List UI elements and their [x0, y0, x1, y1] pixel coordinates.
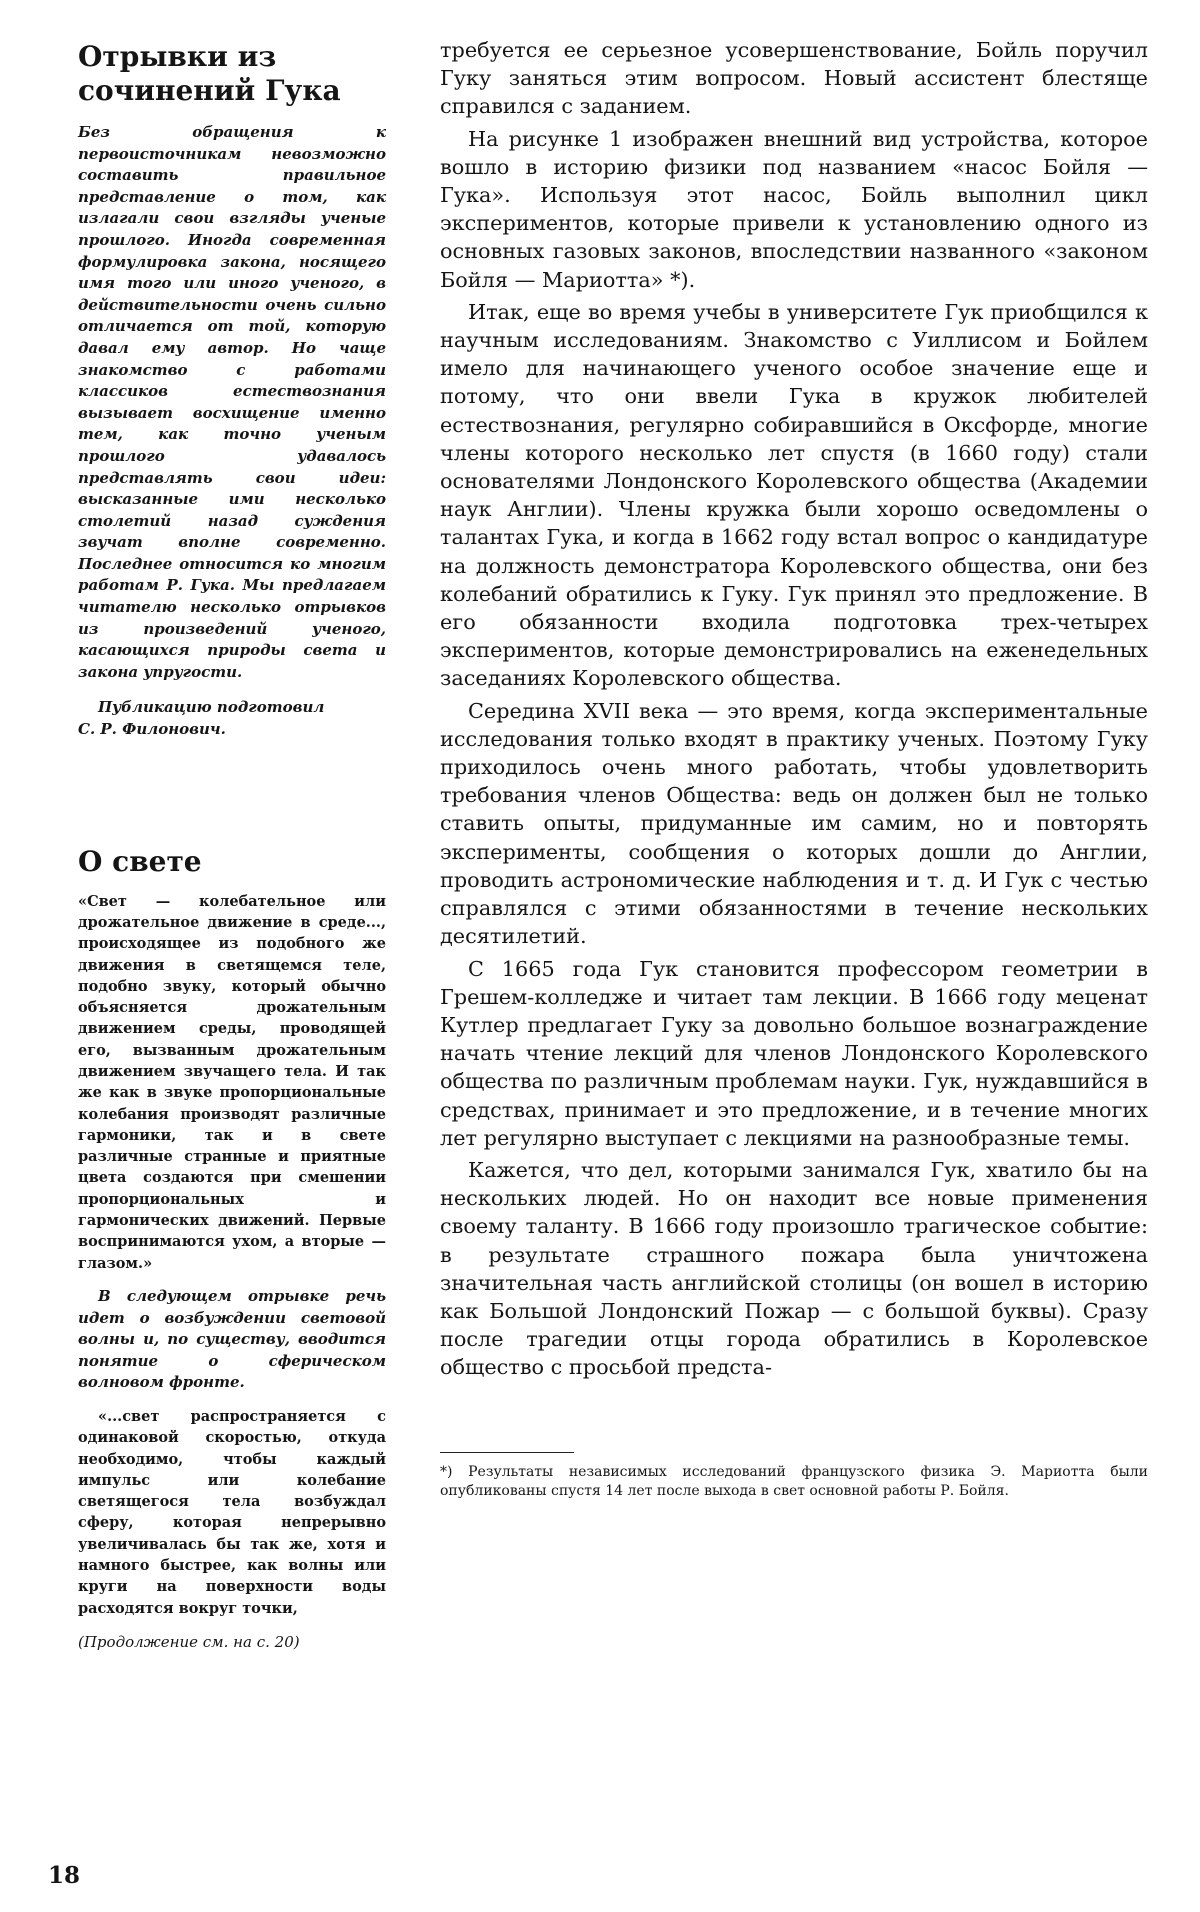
light-quote-2: «...свет распространяется с одинаковой скоростью, откуда необходимо, чтобы каждый импульс или колебание светящегося тела возбуждал сферу, которая непрерывно увеличивалась бы так же, хотя и намного быстрее, как волны или круги на поверхности воды расходятся вокруг точки,: [78, 1407, 386, 1617]
intro-text: Без обращения к первоисточникам невозможно составить правильное представление о том, как излагали свои взгляды ученые прошлого. Иногда современная формулировка закона, носящего имя того или иного ученого, в действительности очень сильно отличается от той, которую давал ему автор. Но чаще знакомство с работами классиков естествознания вызывает восхищение именно тем, как точно ученым прошлого удавалось представлять свои идеи: высказанные ими несколько столетий назад суждения звучат вполне современно. Последнее относится ко многим работам Р. Гука. Мы предлагаем читателю несколько отрывков из произведений ученого, касающихся природы света и закона упругости.: [78, 123, 386, 681]
page-number: 18: [48, 1862, 81, 1889]
body-paragraph: На рисунке 1 изображен внешний вид устройства, которое вошло в историю физики под названием «насос Бойля — Гука». Используя этот насос, Бойль выполнил цикл экспериментов, которые привели к установлению одного из основных газовых законов, впоследствии названного «законом Бойля — Мариотта» *).: [440, 126, 1148, 292]
body-paragraph: Кажется, что дел, которыми занимался Гук, хватило бы на нескольких людей. Но он находит все новые применения своему таланту. В 1666 году произошло трагическое событие: в результате страшного пожара была уничтожена значительная часть английской столицы (он вошел в историю как Большой Лондонский Пожар — с большой буквы). Сразу после трагедии отцы города обратились в Королевское общество с просьбой предста-: [440, 1157, 1148, 1380]
footnote-divider: [440, 1452, 574, 1453]
editor-note: В следующем отрывке речь идет о возбуждении световой волны и, по существу, вводится понятие о сферическом волновом фронте.: [78, 1286, 386, 1392]
sidebar-column: [78, 40, 386, 1653]
light-quote-1: «Свет — колебательное или дрожательное движение в среде..., происходящее из подобного же движения в светящемся теле, подобно звуку, который обычно объясняется дрожательным движением среды, проводящей его, вызванным дрожательным движением звучащего тела. И так же как в звуке пропорциональные колебания производят различные гармоники, так и в свете различные странные и приятные цвета создаются при смешении пропорциональных и гармонических движений. Первые воспринимаются ухом, а вторые — глазом.»: [78, 892, 386, 1272]
credit-line-2: С. Р. Филонович.: [78, 720, 226, 739]
publication-credit: [78, 697, 386, 740]
credit-line-1: Публикацию подготовил: [98, 698, 325, 717]
body-paragraph: Итак, еще во время учебы в университете Гук приобщился к научным исследованиям. Знакомство с Уиллисом и Бойлем имело для начинающего ученого особое значение еще и потому, что они ввели Гука в кружок любителей естествознания, регулярно собиравшийся в Оксфорде, многие члены которого несколько лет спустя (в 1660 году) стали основателями Лондонского Королевского общества (Академии наук Англии). Члены кружка были хорошо осведомлены о талантах Гука, и когда в 1662 году встал вопрос о кандидатуре на должность демонстратора Королевского общества, они без колебаний обратились к Гуку. Гук принял это предложение. В его обязанности входила подготовка трех-четырех экспериментов, которые демонстрировались на еженедельных заседаниях Королевского общества.: [440, 299, 1148, 691]
body-paragraph: С 1665 года Гук становится профессором геометрии в Грешем-колледже и читает там лекции. В 1666 году меценат Кутлер предлагает Гуку за довольно большое вознаграждение начать чтение лекций для членов Лондонского Королевского общества по различным проблемам науки. Гук, нуждавшийся в средствах, принимает и это предложение, и в течение многих лет регулярно выступает с лекциями на разнообразные темы.: [440, 956, 1148, 1150]
continuation-note: (Продолжение см. на с. 20): [78, 1632, 300, 1651]
body-paragraph: Середина XVII века — это время, когда экспериментальные исследования только входят в практику ученых. Поэтому Гуку приходилось очень много работать, чтобы удовлетворить требования членов Общества: ведь он должен был не только ставить опыты, придуманные им самим, но и повторять эксперименты, сообщения о которых дошли до Англии, проводить астрономические наблюдения и т. д. И Гук с честью справлялся с этими обязанностями в течение нескольких десятилетий.: [440, 698, 1148, 949]
body-paragraph: требуется ее серьезное усовершенствование, Бойль поручил Гуку заняться этим вопросом. Новый ассистент блестяще справился с заданием.: [440, 38, 1148, 119]
light-section-title: О свете: [78, 844, 202, 878]
footnote: *) Результаты независимых исследований французского физика Э. Мариотта были опубликованы спустя 14 лет после выхода в свет основной работы Р. Бойля.: [440, 1463, 1148, 1499]
excerpts-title: Отрывки из сочинений Гука: [78, 40, 341, 107]
main-column: [440, 36, 1148, 1501]
